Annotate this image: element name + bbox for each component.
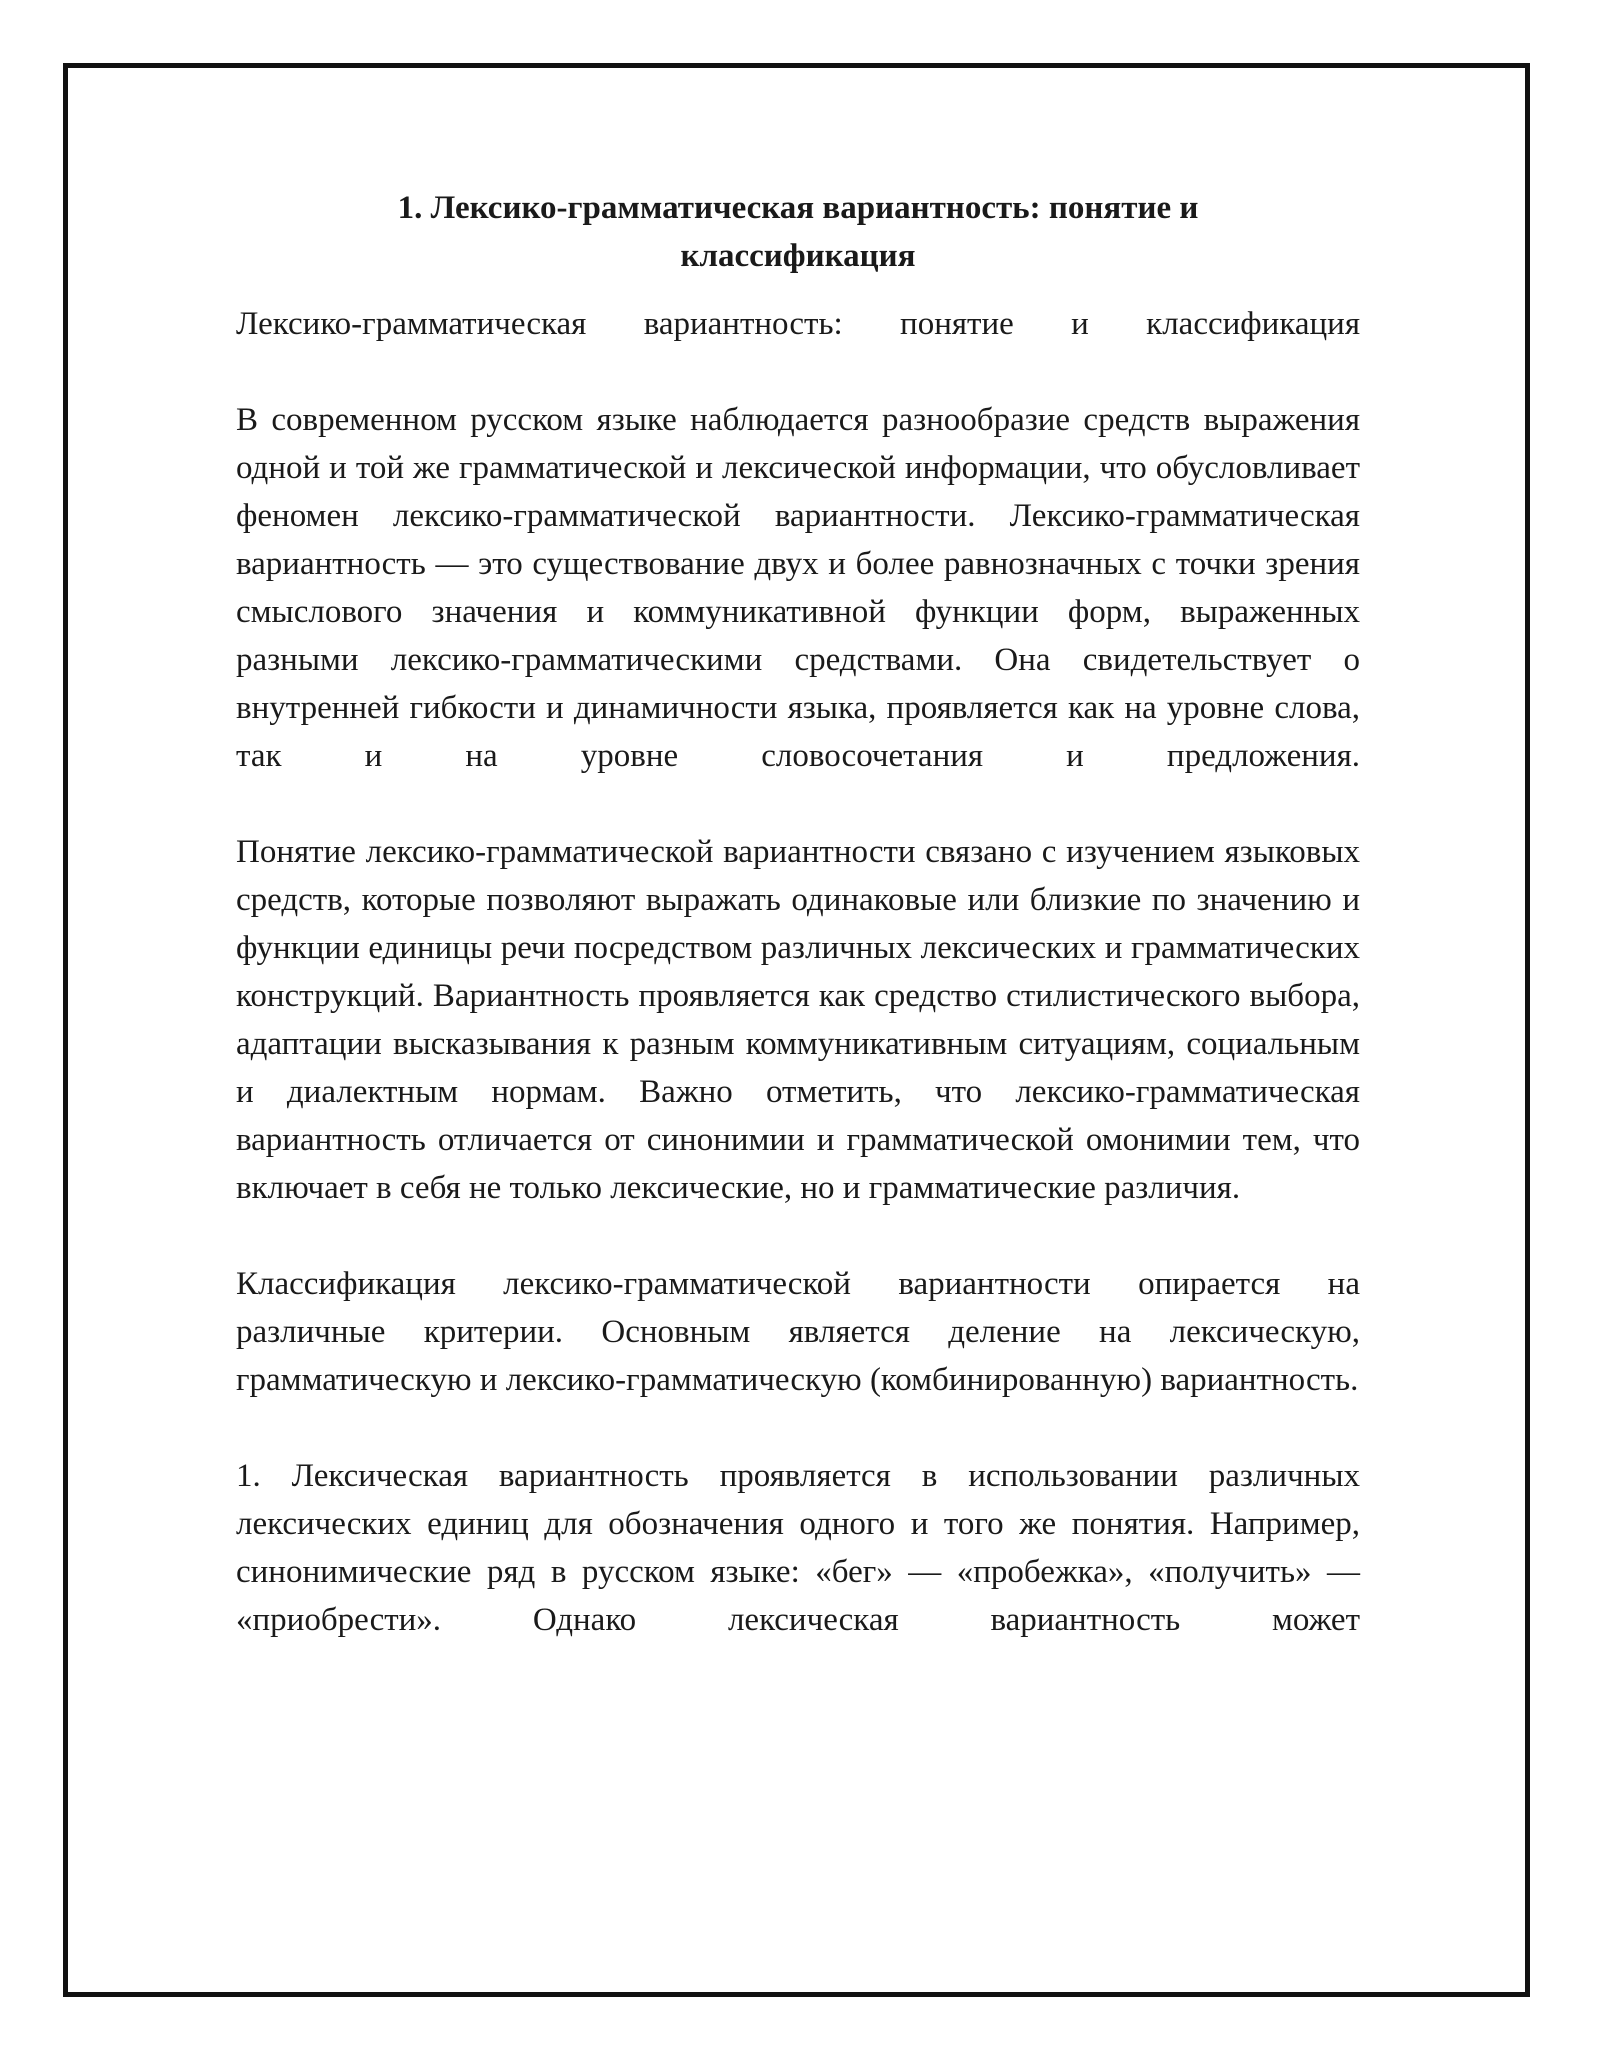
- paragraph-1: В современном русском языке наблюдается разнообразие средств выражения одной и той же грамматической и лексической информации, что обусловливает феномен лексико-грамматической вариантности. Лексико-грамматическая вариантность — это существование двух и более равнозначных с точки зрения смыслового значения и коммуникативной функции форм, выраженных разными лексико-грамматическими средствами. Она свидетельствует о внутренней гибкости и динамичности языка, проявляется как на уровне слова, так и на уровне словосочетания и предложения.: [236, 402, 1360, 774]
- paragraph-gap: [236, 780, 1360, 828]
- paragraph-gap: [236, 1212, 1360, 1260]
- document-body: [236, 184, 1360, 1644]
- paragraph-2: Понятие лексико-грамматической вариантности связано с изучением языковых средств, которые позволяют выражать одинаковые или близкие по значению и функции единицы речи посредством различных лексических и грамматических конструкций. Вариантность проявляется как средство стилистического выбора, адаптации высказывания к разным коммуникативным ситуациям, социальным и диалектным нормам. Важно отметить, что лексико-грамматическая вариантность отличается от синонимии и грамматической омонимии тем, что включает в себя не только лексические, но и грамматические различия.: [236, 834, 1360, 1206]
- paragraph-3: Классификация лексико-грамматической вариантности опирается на различные критерии. Основным является деление на лексическую, грамматическую и лексико-грамматическую (комбинированную) вариантность.: [236, 1266, 1360, 1398]
- paragraph-gap: [236, 348, 1360, 396]
- paragraph-4: 1. Лексическая вариантность проявляется в использовании различных лексических единиц для обозначения одного и того же понятия. Например, синонимические ряд в русском языке: «бег» — «пробежка», «получить» — «приобрести». Однако лексическая вариантность может: [236, 1458, 1360, 1638]
- section-heading: 1. Лексико-грамматическая вариантность: понятие и классификация: [397, 190, 1199, 274]
- paragraph-gap: [236, 1404, 1360, 1452]
- subtitle-paragraph: Лексико-грамматическая вариантность: понятие и классификация: [236, 306, 1360, 342]
